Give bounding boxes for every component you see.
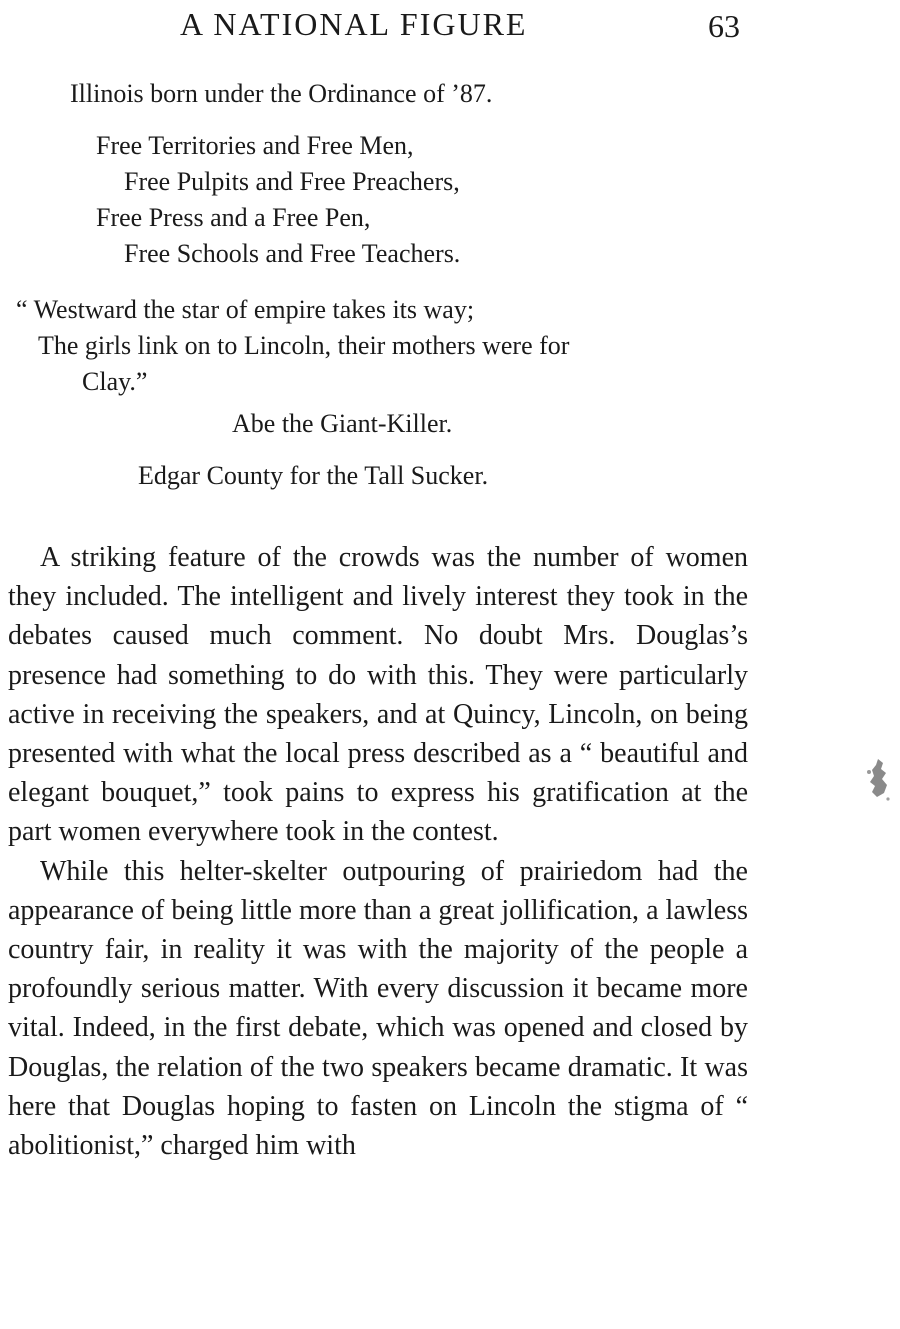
verse-line: Free Territories and Free Men, [96,131,414,160]
paragraph: While this helter-skelter outpouring of prairiedom had the appearance of being little more than a great jollification, a lawless country fair, in reality it was with the majority of the people a profoundly serious matter. With every discussion it became more vital. Indeed, in the first debate, which was opened and closed by Douglas, the relation of the two speakers became dramatic. It was here that Douglas hoping to fasten on Lincoln the stigma of “ abolitionist,” charged him with [8,855,748,1162]
quote-line: The girls link on to Lincoln, their mothers were for [38,331,570,360]
ordinance-slogan: Illinois born under the Ordinance of ’87. [70,79,493,108]
edgar-county-slogan: Edgar County for the Tall Sucker. [138,461,489,490]
running-head [0,2,760,46]
verse-line: Free Pulpits and Free Preachers, [124,167,460,196]
running-title: A NATIONAL FIGURE [180,6,528,42]
paragraph: A striking feature of the crowds was the number of women they included. The intelligent and lively interest they took in the debates caused much comment. No doubt Mrs. Douglas’s presence had something to do with this. They were particularly active in receiving the speakers, and at Quincy, Lincoln, on being presented with what the local press described as a “ beautiful and elegant bouquet,” took pains to express his gratification at the part women everywhere took in the contest. [8,542,748,848]
quote-line: “ Westward the star of empire takes its way; [16,295,475,324]
verse-line: Free Press and a Free Pen, [96,203,371,232]
body-text [8,538,748,1165]
page-number: 63 [708,8,740,44]
quote-line: Clay.” [82,367,148,396]
giant-killer-slogan: Abe the Giant-Killer. [232,409,453,438]
verse-line: Free Schools and Free Teachers. [124,239,461,268]
ink-smudge [860,755,894,805]
